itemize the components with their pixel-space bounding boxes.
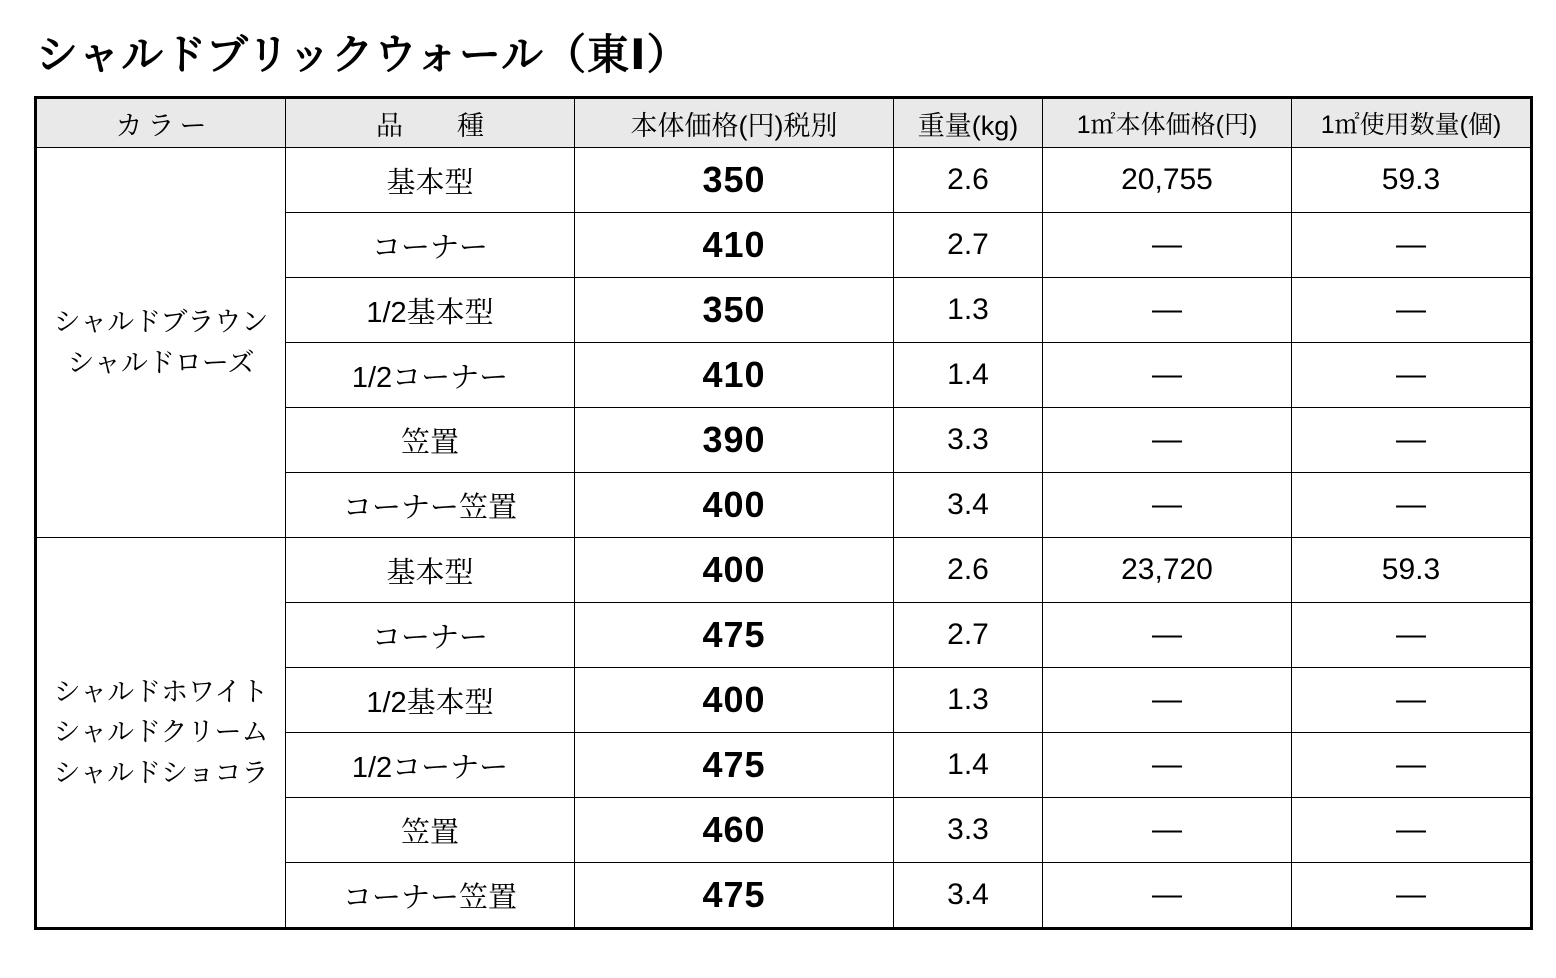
cell-quantity: —	[1292, 278, 1532, 343]
cell-type: コーナー笠置	[286, 473, 575, 538]
cell-unit-price: —	[1043, 798, 1292, 863]
cell-price: 460	[575, 798, 894, 863]
cell-unit-price: —	[1043, 278, 1292, 343]
column-header-price	[575, 98, 894, 148]
table-body	[36, 148, 1532, 929]
column-header-weight	[894, 98, 1043, 148]
cell-type: 基本型	[286, 148, 575, 213]
color-name: シャルドブラウン	[53, 307, 269, 337]
cell-type: コーナー笠置	[286, 863, 575, 929]
cell-unit-price: 23,720	[1043, 538, 1292, 603]
cell-weight: 3.4	[894, 863, 1043, 929]
cell-type: 笠置	[286, 798, 575, 863]
cell-unit-price: 20,755	[1043, 148, 1292, 213]
cell-weight: 3.4	[894, 473, 1043, 538]
color-name: シャルドショコラ	[53, 757, 269, 788]
column-header-type	[286, 98, 575, 148]
cell-quantity: —	[1292, 473, 1532, 538]
cell-price: 475	[575, 603, 894, 668]
table-header-row	[36, 98, 1532, 148]
cell-price: 350	[575, 148, 894, 213]
cell-type: 1/2基本型	[286, 278, 575, 343]
cell-quantity: 59.3	[1292, 148, 1532, 213]
cell-price: 350	[575, 278, 894, 343]
cell-weight: 1.3	[894, 278, 1043, 343]
cell-price: 390	[575, 408, 894, 473]
cell-weight: 2.7	[894, 213, 1043, 278]
color-group-cell	[36, 538, 286, 929]
table-row	[36, 148, 1532, 213]
color-name: シャルドローズ	[67, 347, 255, 378]
cell-price: 400	[575, 473, 894, 538]
cell-weight: 3.3	[894, 408, 1043, 473]
color-group-cell	[36, 148, 286, 538]
cell-weight: 2.6	[894, 538, 1043, 603]
cell-unit-price: —	[1043, 733, 1292, 798]
cell-weight: 1.4	[894, 343, 1043, 408]
cell-price: 410	[575, 213, 894, 278]
column-header-quantity	[1292, 98, 1532, 148]
column-header-color-label: カラー	[115, 110, 212, 141]
cell-quantity: —	[1292, 733, 1532, 798]
cell-type: 1/2コーナー	[286, 343, 575, 408]
cell-unit-price: —	[1043, 213, 1292, 278]
cell-quantity: —	[1292, 863, 1532, 929]
cell-type: 1/2基本型	[286, 668, 575, 733]
cell-unit-price: —	[1043, 863, 1292, 929]
cell-quantity: —	[1292, 668, 1532, 733]
column-header-type-label: 品 種	[376, 110, 484, 141]
cell-type: コーナー	[286, 213, 575, 278]
cell-quantity: —	[1292, 603, 1532, 668]
cell-price: 410	[575, 343, 894, 408]
cell-unit-price: —	[1043, 603, 1292, 668]
cell-weight: 1.4	[894, 733, 1043, 798]
column-header-price-label: 本体価格(円)税別	[630, 110, 838, 141]
cell-type: 基本型	[286, 538, 575, 603]
cell-price: 400	[575, 538, 894, 603]
cell-quantity: —	[1292, 213, 1532, 278]
cell-quantity: —	[1292, 408, 1532, 473]
page-title: シャルドブリックウォール（東Ⅰ）	[36, 31, 690, 78]
table-row	[36, 538, 1532, 603]
cell-quantity: —	[1292, 798, 1532, 863]
color-name: シャルドホワイト	[53, 676, 269, 707]
column-header-unit-price-label: 1㎡本体価格(円)	[1076, 111, 1258, 139]
column-header-quantity-label: 1㎡使用数量(個)	[1320, 111, 1502, 139]
cell-quantity: —	[1292, 343, 1532, 408]
column-header-color	[36, 98, 286, 148]
column-header-weight-label: 重量(kg)	[917, 110, 1019, 141]
cell-quantity: 59.3	[1292, 538, 1532, 603]
table-header	[36, 98, 1532, 148]
column-header-unit-price	[1043, 98, 1292, 148]
cell-weight: 2.6	[894, 148, 1043, 213]
cell-weight: 1.3	[894, 668, 1043, 733]
cell-price: 400	[575, 668, 894, 733]
cell-type: 笠置	[286, 408, 575, 473]
cell-type: コーナー	[286, 603, 575, 668]
cell-unit-price: —	[1043, 668, 1292, 733]
cell-unit-price: —	[1043, 408, 1292, 473]
cell-price: 475	[575, 733, 894, 798]
price-table	[34, 96, 1533, 930]
cell-weight: 2.7	[894, 603, 1043, 668]
cell-unit-price: —	[1043, 473, 1292, 538]
cell-type: 1/2コーナー	[286, 733, 575, 798]
cell-weight: 3.3	[894, 798, 1043, 863]
cell-unit-price: —	[1043, 343, 1292, 408]
color-name: シャルドクリーム	[53, 717, 269, 748]
cell-price: 475	[575, 863, 894, 929]
